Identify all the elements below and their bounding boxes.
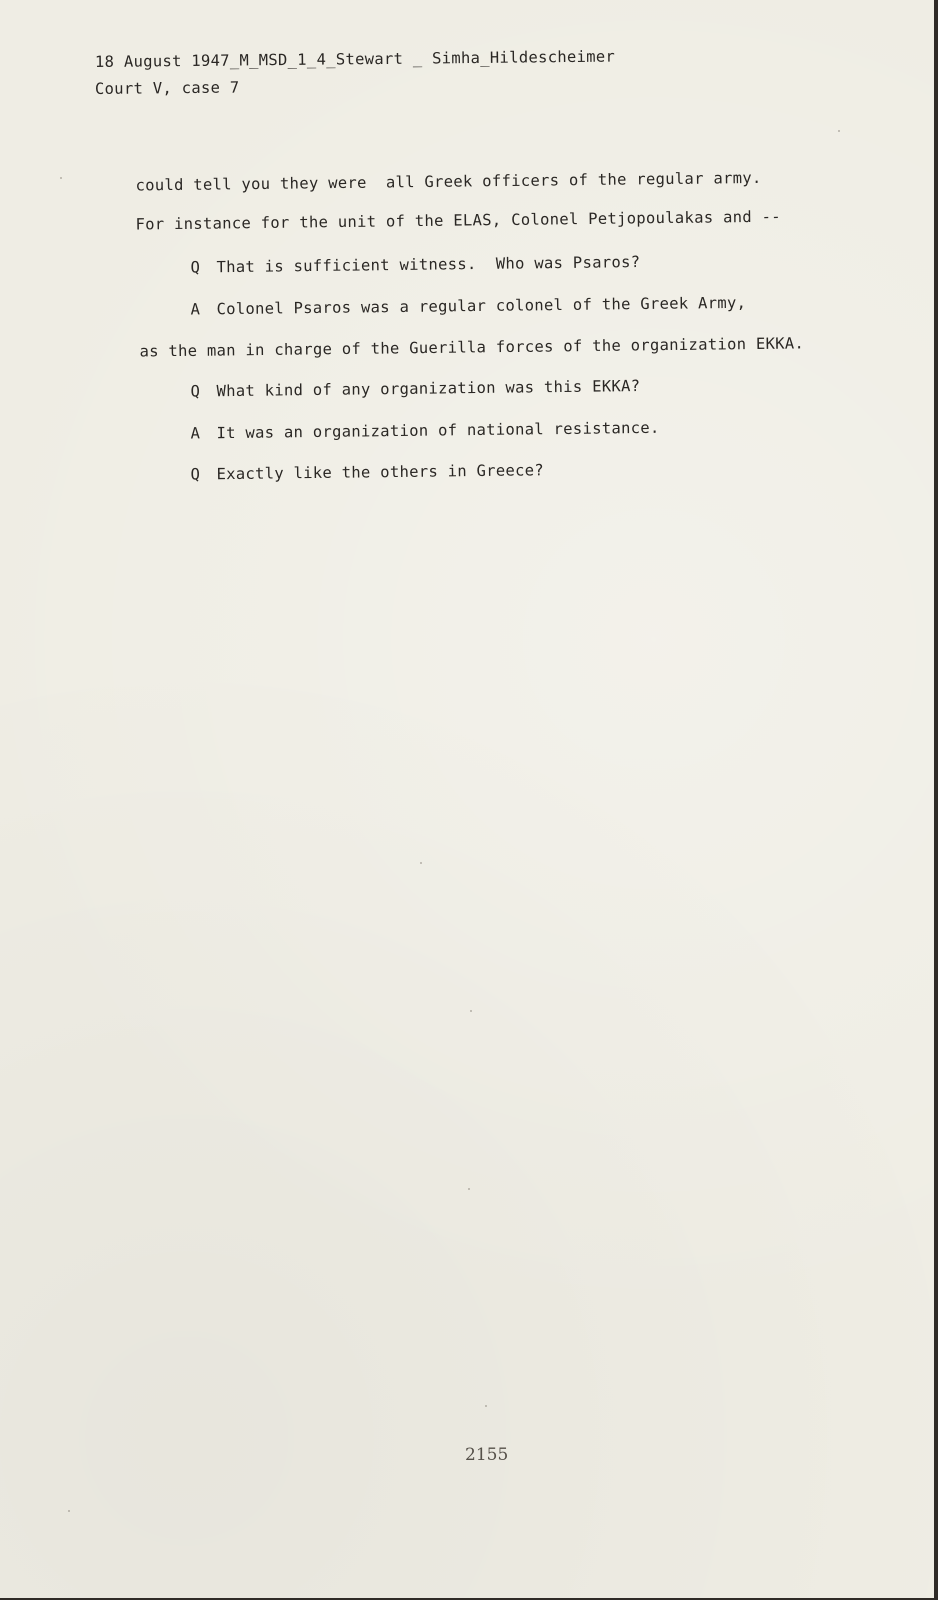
transcript-text: Colonel Psaros was a regular colonel of the Greek Army, bbox=[216, 293, 747, 318]
paper-speck bbox=[485, 1405, 487, 1407]
header-line-2: Court V, case 7 bbox=[94, 78, 240, 98]
transcript-line bbox=[152, 447, 545, 498]
page-number: 2155 bbox=[465, 1445, 509, 1465]
transcript-text: Exactly like the others in Greece? bbox=[216, 460, 545, 483]
answer-marker: A bbox=[190, 299, 201, 319]
paper-speck bbox=[470, 1010, 472, 1012]
paper-speck bbox=[68, 1510, 70, 1512]
answer-marker: A bbox=[190, 423, 201, 443]
transcript-text: What kind of any organization was this EKKA? bbox=[216, 376, 641, 400]
paper-speck bbox=[60, 177, 62, 179]
transcript-text: as the man in charge of the Guerilla forces of the organization EKKA. bbox=[139, 333, 805, 361]
question-marker: Q bbox=[190, 257, 201, 277]
question-marker: Q bbox=[190, 464, 201, 484]
transcript-text: For instance for the unit of the ELAS, Colonel Petjopoulakas and -- bbox=[135, 207, 781, 234]
paper-speck bbox=[468, 1188, 470, 1190]
header-line-1: 18 August 1947_M_MSD_1_4_Stewart _ Simha_Hildescheimer bbox=[94, 47, 616, 71]
paper-speck bbox=[838, 130, 840, 132]
transcript-line bbox=[97, 194, 781, 249]
transcript-text: That is sufficient witness. Who was Psaros? bbox=[216, 252, 641, 276]
question-marker: Q bbox=[190, 381, 201, 401]
paper-speck bbox=[420, 862, 422, 864]
transcript-text: It was an organization of national resistance. bbox=[216, 418, 660, 442]
transcript-text: could tell you they were all Greek officers of the regular army. bbox=[135, 168, 762, 195]
